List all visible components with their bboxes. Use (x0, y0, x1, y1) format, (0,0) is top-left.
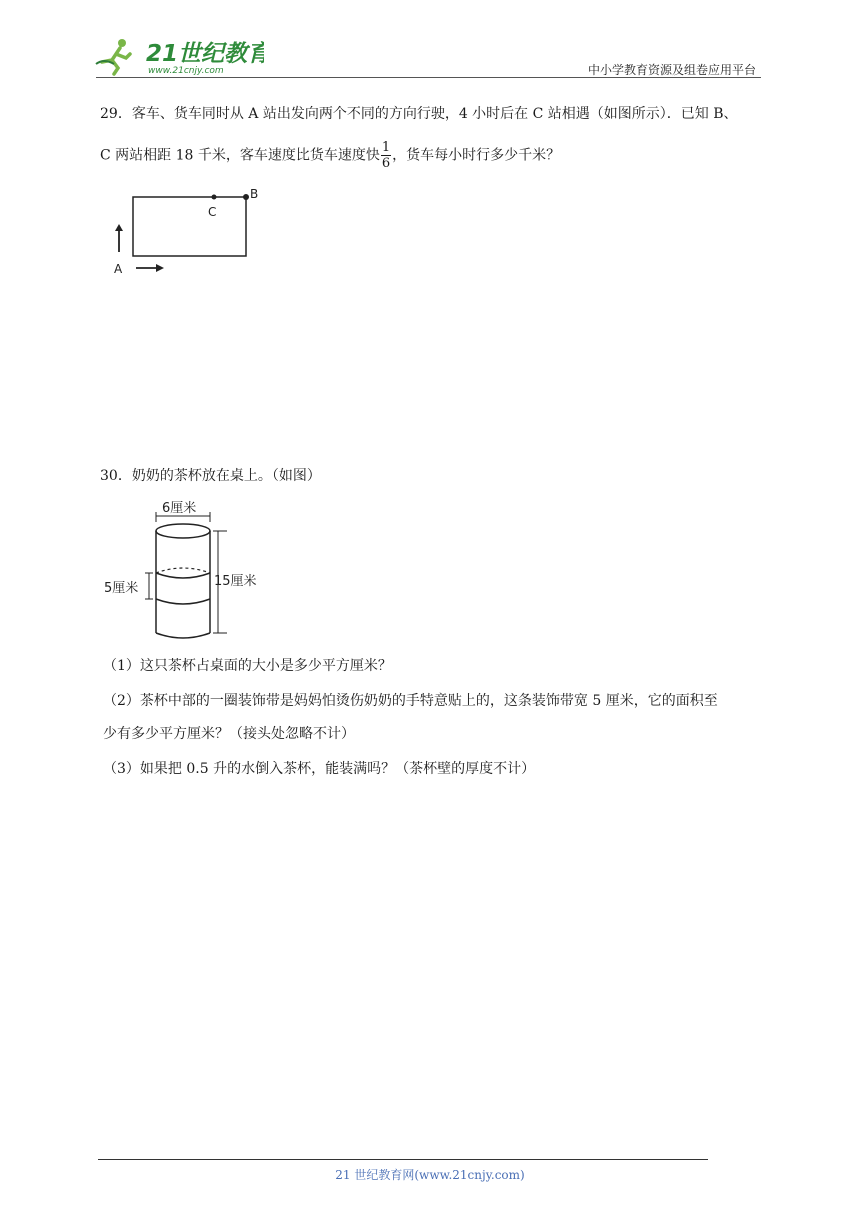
cup-rim (156, 524, 210, 538)
platform-name: 中小学教育资源及组卷应用平台 (587, 63, 756, 77)
q29-line2 (100, 140, 560, 171)
footer-link[interactable]: 21 世纪教育网(www.21cnjy.com) (335, 1168, 525, 1182)
q30-sub1: （1）这只茶杯占桌面的大小是多少平方厘米？ (103, 658, 392, 674)
logo-text: 21世纪教育 (146, 41, 264, 67)
site-logo (94, 34, 264, 78)
station-c-label: C (208, 205, 217, 219)
q30-cup-figure (100, 496, 270, 648)
q30-sub2-line1: （2）茶杯中部的一圈装饰带是妈妈怕烫伤奶奶的手特意贴上的，这条装饰带宽 5 厘米，它的面积至 (103, 693, 718, 709)
runner-icon (96, 39, 130, 74)
q29-line2-pre: C 两站相距 18 千米，客车速度比货车速度快 (100, 147, 380, 164)
q29-line1: 29．客车、货车同时从 A 站出发向两个不同的方向行驶，4 小时后在 C 站相遇（如图所示）．已知 B、 (100, 106, 738, 122)
station-a-label: A (114, 262, 123, 276)
header-divider (96, 77, 761, 78)
fraction-denominator: 6 (381, 156, 391, 171)
arrow-up-icon (115, 224, 123, 252)
fraction-numerator: 1 (381, 140, 391, 155)
station-b-dot (243, 194, 249, 200)
band-label: 5厘米 (104, 581, 139, 596)
height-label: 15厘米 (214, 574, 257, 589)
band-top-edge (156, 573, 210, 578)
arrow-right-icon (136, 264, 164, 272)
q30-sub3: （3）如果把 0.5 升的水倒入茶杯，能装满吗？（茶杯壁的厚度不计） (103, 761, 536, 777)
q29-route-figure (100, 182, 270, 286)
station-c-dot (212, 195, 217, 200)
band-bottom-edge (156, 599, 210, 604)
cup-bottom (156, 633, 210, 638)
route-rectangle (133, 197, 246, 256)
width-label: 6厘米 (162, 501, 197, 516)
q30-sub2-line2: 少有多少平方厘米？（接头处忽略不计） (103, 726, 355, 742)
band-back-edge (156, 568, 210, 573)
logo-url: www.21cnjy.com (148, 66, 224, 76)
station-b-label: B (250, 187, 259, 201)
q29-line2-post: ，货车每小时行多少千米？ (392, 147, 561, 164)
fraction (381, 140, 391, 171)
q30-title: 30．奶奶的茶杯放在桌上。（如图） (100, 468, 321, 484)
footer-divider (98, 1159, 708, 1160)
